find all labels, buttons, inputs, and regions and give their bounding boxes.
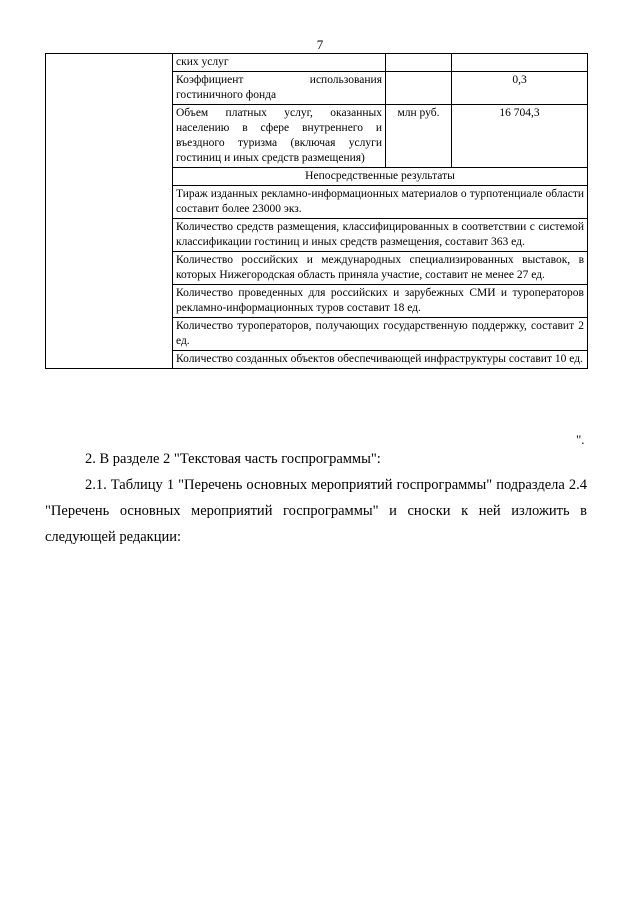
unit-cell: млн руб.	[386, 105, 452, 168]
value-cell: 0,3	[452, 72, 588, 105]
value-cell: 16 704,3	[452, 105, 588, 168]
unit-cell	[386, 72, 452, 105]
result-cell: Количество российских и международных специализированных выставок, в которых Нижегородская область приняла участие, составит не менее 27 ед.	[173, 252, 588, 285]
indicator-cell: Коэффициент использования гостиничного фонда	[173, 72, 386, 105]
result-cell: Количество туроператоров, получающих государственную поддержку, составит 2 ед.	[173, 318, 588, 351]
paragraph-section-2: 2. В разделе 2 "Текстовая часть госпрограммы":	[85, 451, 381, 467]
section-header: Непосредственные результаты	[173, 168, 588, 186]
unit-cell	[386, 54, 452, 72]
table-row	[46, 54, 588, 72]
value-cell	[452, 54, 588, 72]
indicators-table	[45, 53, 588, 369]
indicator-cell: Объем платных услуг, оказанных населению в сфере внутреннего и въездного туризма (включая услуги гостиниц и иных средств размещения)	[173, 105, 386, 168]
result-cell: Количество средств размещения, классифицированных в соответствии с системой классификации гостиниц и иных средств размещения, составит 363 ед.	[173, 219, 588, 252]
result-cell: Количество проведенных для российских и зарубежных СМИ и туроператоров рекламно-информационных туров составит 18 ед.	[173, 285, 588, 318]
result-cell: Тираж изданных рекламно-информационных материалов о турпотенциале области составит более 23000 экз.	[173, 186, 588, 219]
closing-quote: ".	[576, 432, 585, 447]
result-cell: Количество созданных объектов обеспечивающей инфраструктуры составит 10 ед.	[173, 351, 588, 369]
indicator-cell: ских услуг	[173, 54, 386, 72]
paragraph-subsection-2-1: 2.1. Таблицу 1 "Перечень основных мероприятий госпрограммы" подраздела 2.4 "Перечень основных мероприятий госпрограммы" и сноски к ней изложить в следующей редакции:	[45, 477, 587, 545]
empty-left-cell	[46, 54, 173, 369]
page-number: 7	[316, 37, 324, 52]
